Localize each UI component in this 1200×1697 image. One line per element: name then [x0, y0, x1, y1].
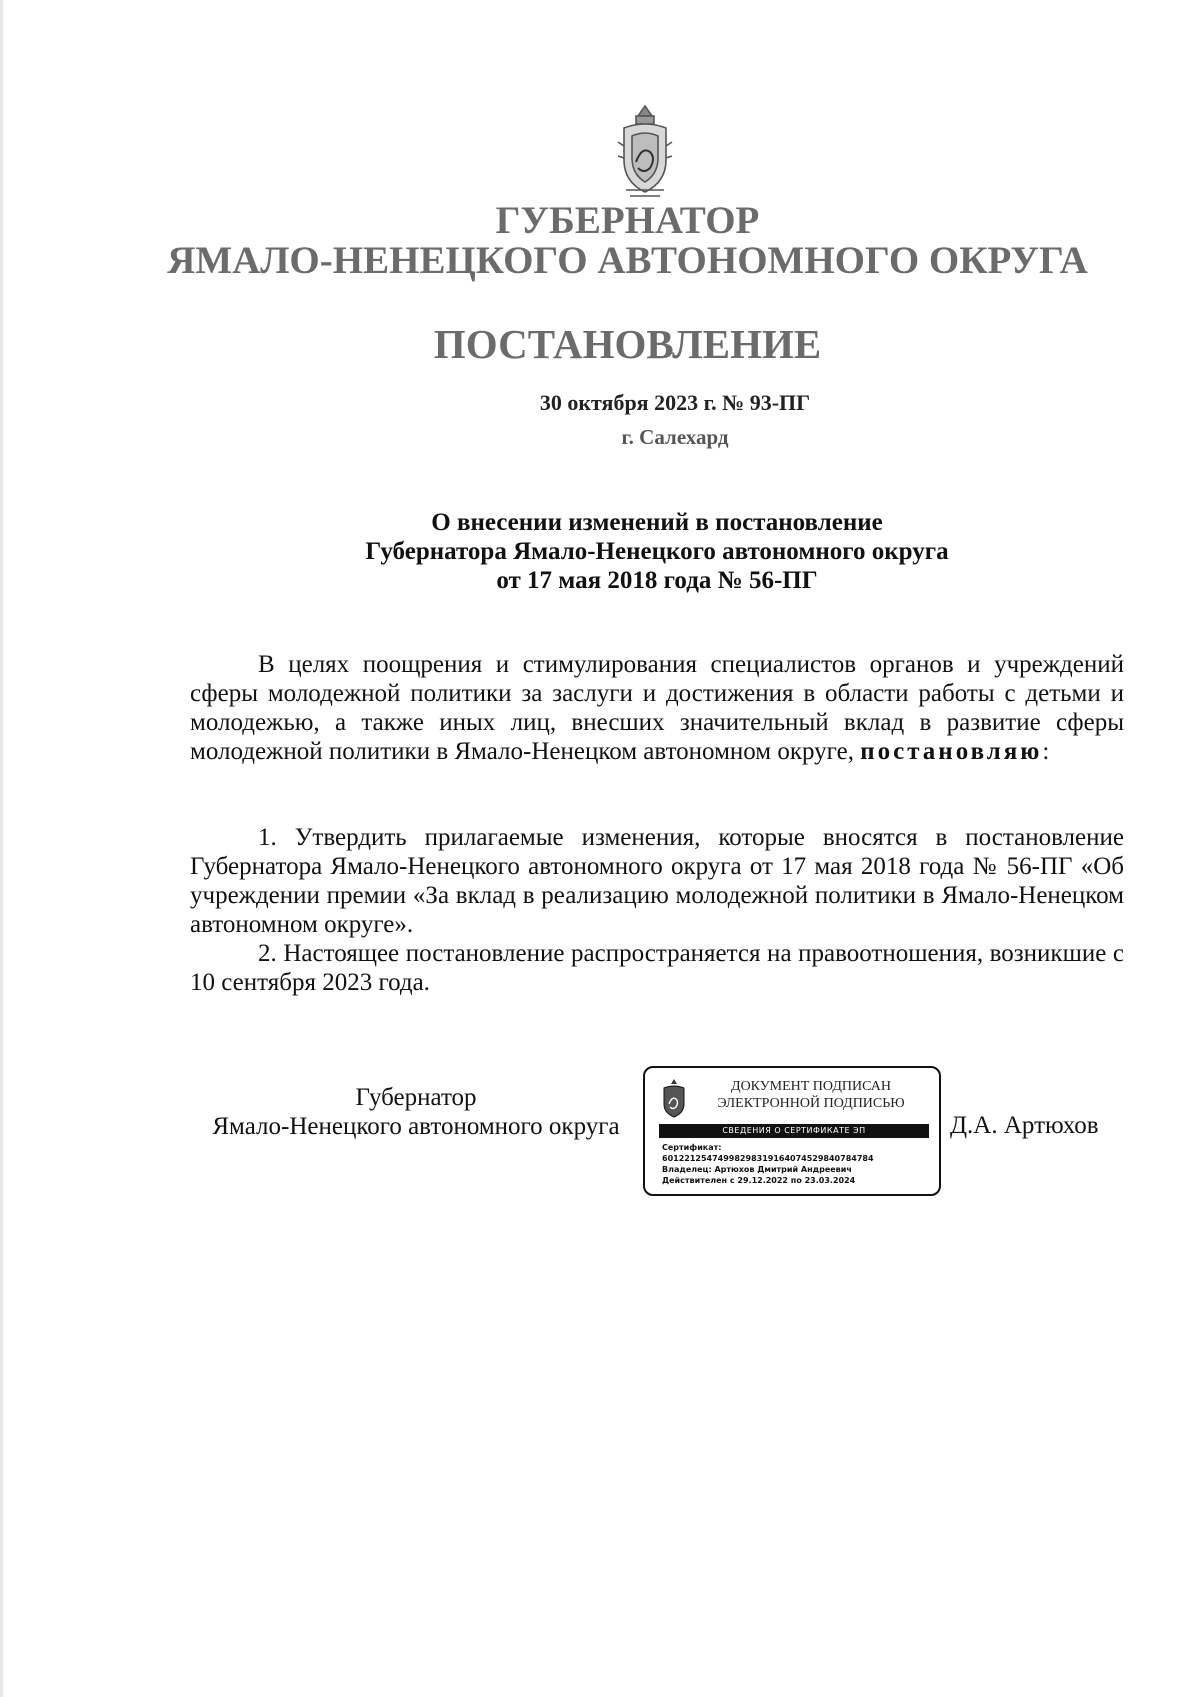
stamp-cert-label: Сертификат: [662, 1143, 722, 1152]
resolve-word: постановляю [860, 738, 1043, 765]
signatory-name: Д.А. Артюхов [950, 1112, 1099, 1139]
stamp-certificate-info [662, 1142, 938, 1186]
authority-title: ГУБЕРНАТОР [495, 199, 760, 242]
stamp-emblem-icon [661, 1078, 687, 1118]
signatory-position [190, 1083, 642, 1141]
stamp-header-line: ЭЛЕКТРОННОЙ ПОДПИСЬЮ [717, 1096, 905, 1111]
signatory-title-line: Губернатор [355, 1084, 477, 1111]
stamp-certificate-bar: СВЕДЕНИЯ О СЕРТИФИКАТЕ ЭП [659, 1124, 929, 1138]
stamp-validity: Действителен с 29.12.2022 по 23.03.2024 [662, 1176, 856, 1185]
document-title [190, 508, 1124, 595]
stamp-header [691, 1078, 931, 1112]
document-date-number: 30 октября 2023 г. № 93-ПГ [539, 390, 811, 415]
signatory-title-line: Ямало-Ненецкого автономного округа [212, 1113, 620, 1140]
document-city: г. Салехард [621, 425, 729, 449]
document-type: ПОСТАНОВЛЕНИЕ [433, 321, 822, 367]
item-2-paragraph [190, 939, 1124, 997]
title-line: от 17 мая 2018 года № 56-ПГ [496, 567, 818, 594]
title-line: О внесении изменений в постановление [431, 509, 883, 536]
resolve-colon: : [1042, 738, 1050, 765]
electronic-signature-stamp [643, 1066, 941, 1196]
stamp-cert-number: 601221254749982983191640745298407847​84 [662, 1154, 874, 1163]
authority-region: ЯМАЛО-НЕНЕЦКОГО АВТОНОМНОГО ОКРУГА [167, 239, 1088, 282]
coat-of-arms-emblem [616, 102, 674, 200]
item-2-text: 2. Настоящее постановление распространяется на правоотношения, возникшие с 10 сентября 2023 года. [190, 940, 1124, 996]
item-1-paragraph [190, 823, 1124, 939]
title-line: Губернатора Ямало-Ненецкого автономного округа [365, 538, 949, 565]
preamble-paragraph [190, 650, 1124, 766]
stamp-owner: Владелец: Артюхов Дмитрий Андреевич [662, 1165, 852, 1174]
stamp-header-line: ДОКУМЕНТ ПОДПИСАН [731, 1079, 891, 1094]
preamble-text: В целях поощрения и стимулирования специалистов органов и учреждений сферы молодежной политики за заслуги и достижения в области работы с детьми и молодежью, а также иных лиц, внесших значительный вклад в развитие сферы молодежной политики в Ямало-Ненецком автономном округе, [190, 651, 1124, 765]
item-1-text: 1. Утвердить прилагаемые изменения, которые вносятся в постановление Губернатора Ямало-Ненецкого автономного округа от 17 мая 2018 года № 56-ПГ «Об учреждении премии «За вклад в реализацию молодежной политики в Ямало-Ненецком автономном округе». [190, 824, 1124, 938]
